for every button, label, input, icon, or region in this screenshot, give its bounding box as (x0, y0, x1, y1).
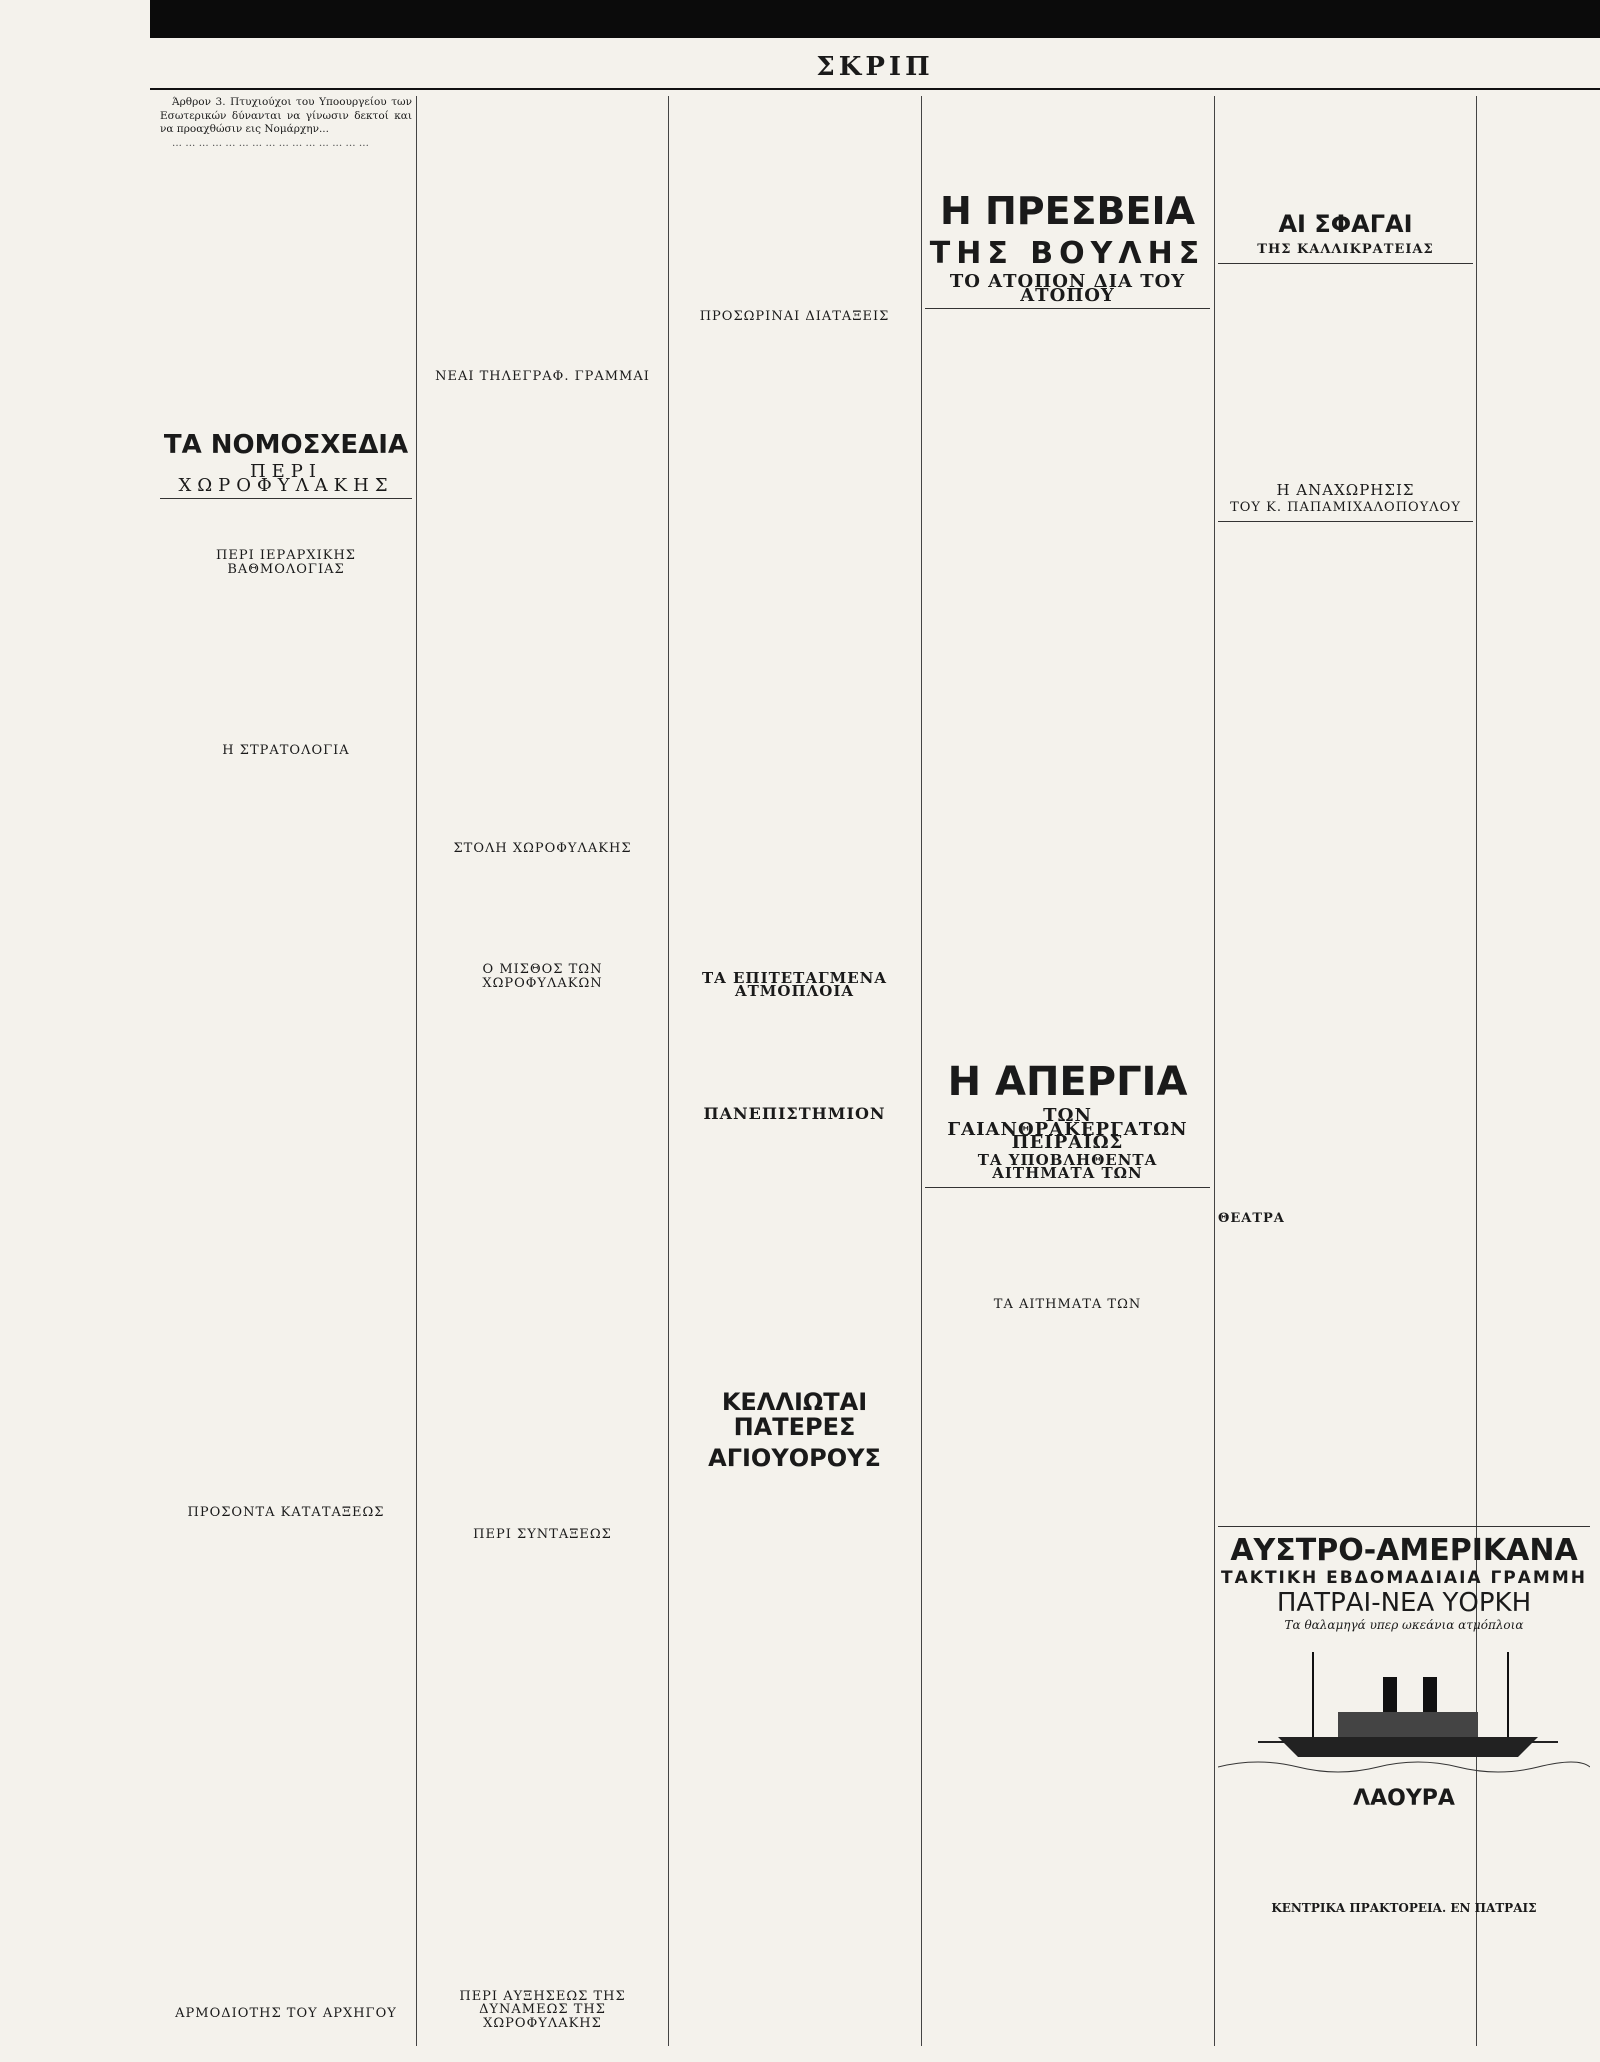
headline-chorofylakis: ΠΕΡΙ ΧΩΡΟΦΥΛΑΚΗΣ (178, 461, 394, 496)
column-4 (925, 96, 1210, 2046)
ad-line-1: ΤΑΚΤΙΚΗ ΕΒΔΟΜΑΔΙΑΙΑ ΓΡΑΜΜΗ (1221, 1568, 1587, 1588)
column-divider (416, 96, 417, 2046)
headline-kallikrateias: ΤΗΣ ΚΑΛΛΙΚΡΑΤΕΙΑΣ (1257, 242, 1434, 258)
steamship-illustration (1218, 1632, 1590, 1782)
headline-atopon: ΤΟ ΑΤΟΠΟΝ ΔΙΑ ΤΟΥ ΑΤΟΠΟΥ (949, 271, 1186, 306)
masthead-rule (150, 88, 1600, 90)
ad-line-2: ΠΑΤΡΑΙ-ΝΕΑ ΥΟΡΚΗ (1276, 1588, 1532, 1618)
column-3 (672, 96, 917, 2046)
section-armodiotis: ΑΡΜΟΔΙΟΤΗΣ ΤΟΥ ΑΡΧΗΓΟΥ (175, 2006, 397, 2022)
section-ierarchia: ΠΕΡΙ ΙΕΡΑΡΧΙΚΗΣ ΒΑΘΜΟΛΟΓΙΑΣ (216, 548, 356, 577)
headline-voulis: ΤΗΣ ΒΟΥΛΗΣ (929, 235, 1206, 271)
column-2 (420, 96, 665, 2046)
section-aitimata: ΤΑ ΑΙΤΗΜΑΤΑ ΤΩΝ (993, 1296, 1142, 1312)
headline-anthrakergaton: ΤΩΝ ΓΑΙΑΝΘΡΑΚΕΡΓΑΤΩΝ ΠΕΙΡΑΙΩΣ (947, 1105, 1188, 1154)
headline-agiou-orous: ΑΓΙΟΥΟΡΟΥΣ (708, 1444, 881, 1473)
headline-kelliotai: ΚΕΛΛΙΩΤΑΙ ΠΑΤΕΡΕΣ (721, 1388, 868, 1442)
headline-anachorisis: Η ΑΝΑΧΩΡΗΣΙΣ (1276, 480, 1415, 499)
headline-apergia: Η ΑΠΕΡΓΙΑ (947, 1059, 1188, 1106)
headline-aitimata: ΤΑ ΥΠΟΒΛΗΘΕΝΤΑ ΑΙΤΗΜΑΤΑ ΤΩΝ (977, 1150, 1158, 1183)
section-stratologia: Η ΣΤΡΑΤΟΛΟΓΙΑ (222, 743, 350, 759)
section-telegraf: ΝΕΑΙ ΤΗΛΕΓΡΑΦ. ΓΡΑΜΜΑΙ (435, 369, 650, 384)
section-syntaxeis: ΠΕΡΙ ΣΥΝΤΑΞΕΩΣ (473, 1527, 612, 1542)
section-panepistimion: ΠΑΝΕΠΙΣΤΗΜΙΟΝ (703, 1103, 886, 1123)
column-1: Άρθρον 3. Πτυχιούχοι του Υποουργείου των Εσωτερικών δύνανται να γίνωσιν δεκτοί και να προαχθώσιν εις Νομάρχην... ··· ··· ··· ··· ··· ··· ··· ··· ··· ··· ··· ··· ··· ··· ··· ΤΑ ΝΟΜΟΣΧΕΔΙΑ ΠΕΡΙ ΧΩΡΟΦΥΛΑΚΗΣ ΠΕΡΙ ΙΕΡΑΡΧΙΚΗΣ ΒΑΘΜΟΛΟΓΙΑΣ Η ΣΤΡΑΤΟΛΟΓΙΑ ΠΡΟΣΟΝΤΑ ΚΑΤΑΤΑΞΕΩΣ ΑΡΜΟΔΙΟΤΗΣ ΤΟΥ ΑΡΧΗΓΟΥ (160, 96, 412, 2022)
section-epitetagmena: ΤΑ ΕΠΙΤΕΤΑΓΜΕΝΑ ΑΤΜΟΠΛΟΙΑ (701, 968, 888, 1000)
ad-title: ΑΥΣΤΡΟ-ΑΜΕΡΙΚΑΝΑ (1230, 1533, 1578, 1568)
headline-nomoschedia: ΤΑ ΝΟΜΟΣΧΕΔΙΑ (163, 430, 409, 460)
ad-ship-name: ΛΑΟΥΡΑ (1353, 1786, 1455, 1811)
advertisement-austro-americana (1218, 1520, 1590, 2040)
section-afxiseos: ΠΕΡΙ ΑΥΞΗΣΕΩΣ ΤΗΣ ΔΥΝΑΜΕΩΣ ΤΗΣ ΧΩΡΟΦΥΛΑΚΗΣ (459, 1988, 626, 2031)
section-prosonta: ΠΡΟΣΟΝΤΑ ΚΑΤΑΤΑΞΕΩΣ (187, 1504, 385, 1520)
ad-line-4: ΚΕΝΤΡΙΚΑ ΠΡΑΚΤΟΡΕΙΑ. ΕΝ ΠΑΤΡΑΙΣ (1271, 1901, 1537, 1915)
article-text: Άρθρον 3. Πτυχιούχοι του Υποουργείου των Εσωτερικών δύνανται να γίνωσιν δεκτοί και να προαχθώσιν εις Νομάρχην... (160, 96, 412, 135)
section-misthos: Ο ΜΙΣΘΟΣ ΤΩΝ ΧΩΡΟΦΥΛΑΚΩΝ (482, 962, 603, 991)
ad-line-3: Τα θαλαμηγά υπερ ωκεάνια ατμόπλοια (1284, 1618, 1524, 1632)
headline-papamichalopoulou: ΤΟΥ Κ. ΠΑΠΑΜΙΧΑΛΟΠΟΥΛΟΥ (1230, 500, 1461, 516)
section-stoli: ΣΤΟΛΗ ΧΩΡΟΦΥΛΑΚΗΣ (453, 840, 632, 856)
column-divider (668, 96, 669, 2046)
headline-sfagai: ΑΙ ΣΦΑΓΑΙ (1278, 210, 1413, 238)
column-divider (921, 96, 922, 2046)
top-dark-band (150, 0, 1600, 38)
section-theatra: ΘΕΑΤΡΑ (1218, 1210, 1285, 1226)
headline-presveia: Η ΠΡΕΣΒΕΙΑ (939, 189, 1196, 233)
column-divider (1214, 96, 1215, 2046)
masthead: ΣΚΡΙΠ (816, 52, 934, 82)
section-prosorinai: ΠΡΟΣΩΡΙΝΑΙ ΔΙΑΤΑΞΕΙΣ (699, 309, 890, 324)
